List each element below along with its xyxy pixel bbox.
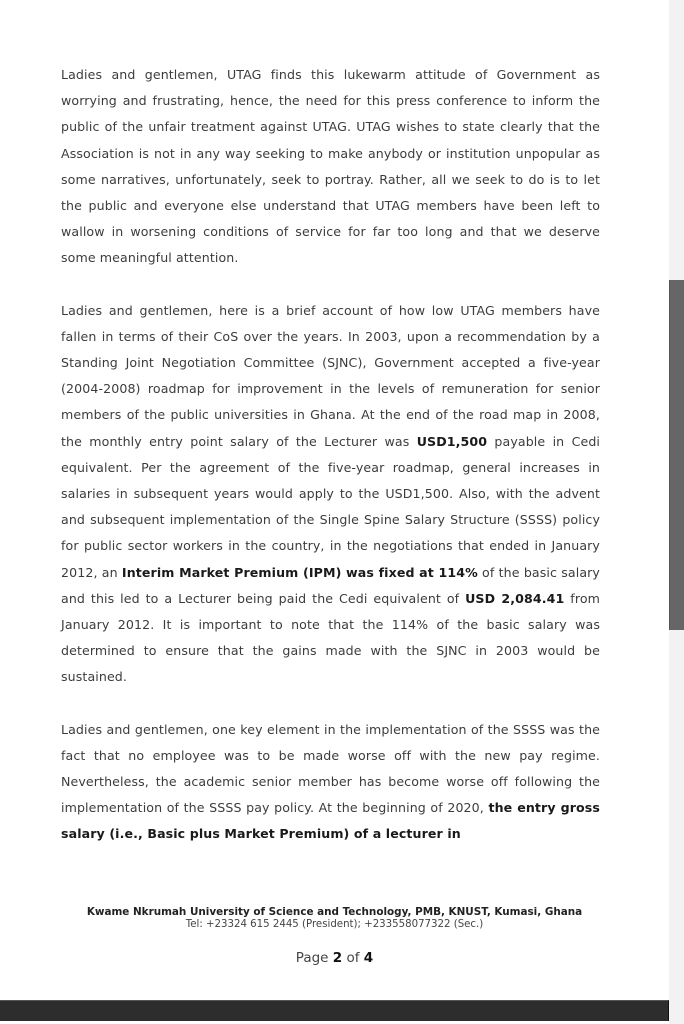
text-run: Ladies and gentlemen, one key element in the implementation of the SSSS was the fact that no employee was to be made worse off with the new pay regime. Nevertheless, the academic senior member has become worse off following the implementation of the SSSS pay policy. At the beginning of 2020, — [61, 721, 600, 816]
page-current: 2 — [332, 950, 343, 966]
text-run: of the basic salary and this led to a Lecturer being paid the Cedi equivalent of — [61, 564, 600, 606]
bold-amount-1500: USD1,500 — [416, 433, 488, 449]
scrollbar-thumb[interactable] — [669, 280, 684, 630]
bold-entry-salary: the entry gross salary (i.e., Basic plus Market Premium) of a lecturer in — [61, 800, 600, 842]
text-run: from January 2012. It is important to note that the 114% of the basic salary was determined to ensure that the gains made with the SJNC in 2003 would be sustained. — [61, 590, 601, 685]
bold-ipm-statement: Interim Market Premium (IPM) was fixed at 114% — [121, 564, 478, 580]
page-of: of — [342, 950, 364, 966]
footer-address: Kwame Nkrumah University of Science and Technology, PMB, KNUST, Kumasi, Ghana — [86, 906, 583, 918]
bold-amount-2084: USD 2,084.41 — [465, 590, 565, 606]
page-number — [0, 950, 669, 966]
paragraph-1: Ladies and gentlemen, UTAG finds this lukewarm attitude of Government as worrying and frustrating, hence, the need for this press conference to inform the public of the unfair treatment against UTAG. UTAG wishes to state clearly that the Association is not in any way seeking to make anybody or institution unpopular as some narratives, unfortunately, seek to portray. Rather, all we seek to do is to let the public and everyone else understand that UTAG members have been left to wallow in worsening conditions of service for far too long and that we deserve some meaningful attention. — [61, 67, 600, 266]
text-run: payable in Cedi equivalent. Per the agreement of the five-year roadmap, general increases in salaries in subsequent years would apply to the USD1,500. Also, with the advent and subsequent implementation of the Single Spine Salary Structure (SSSS) policy for public sector workers in the country, in the negotiations that ended in January 2012, an — [61, 433, 601, 580]
paragraph-3 — [61, 717, 600, 848]
text-run: Ladies and gentlemen, here is a brief account of how low UTAG members have fallen in terms of their CoS over the years. In 2003, upon a recommendation by a Standing Joint Negotiation Committee (SJNC), Government accepted a five-year (2004-2008) roadmap for improvement in the levels of remuneration for senior members of the public universities in Ghana. At the end of the road map in 2008, the monthly entry point salary of the Lecturer was — [61, 302, 600, 449]
document-body — [61, 62, 600, 874]
bottom-toolbar — [0, 1000, 669, 1021]
page-total: 4 — [363, 950, 374, 966]
paragraph-2 — [61, 298, 600, 691]
footer-telephone: Tel: +23324 615 2445 (President); +233558077322 (Sec.) — [185, 919, 484, 930]
page-prefix: Page — [295, 950, 333, 966]
